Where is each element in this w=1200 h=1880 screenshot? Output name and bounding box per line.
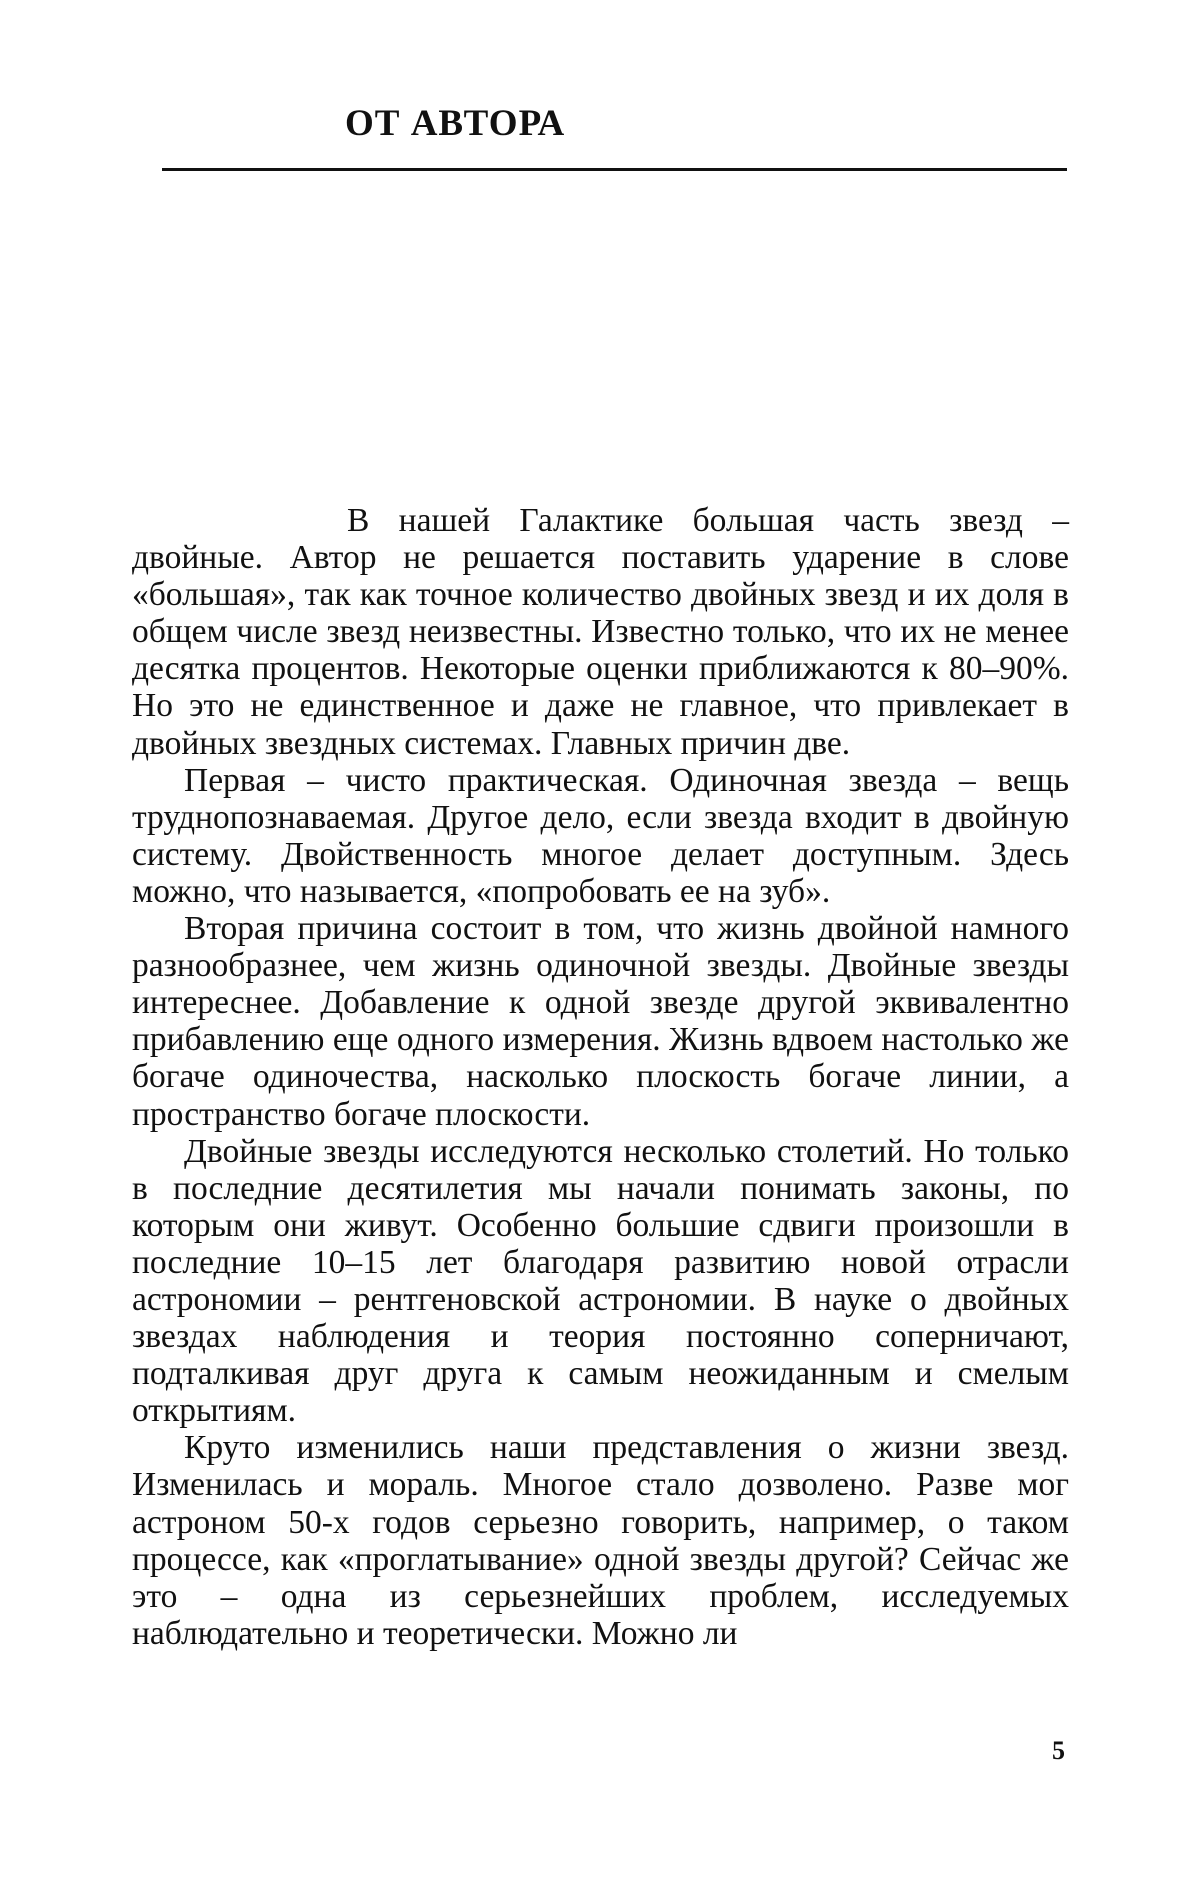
paragraph: Вторая причина состоит в том, что жизнь двойной намного разнообразнее, чем жизнь одиночной звезды. Двойные звезды интереснее. Добавление к одной звезде другой эквивалентно прибавлению еще одного измерения. Жизнь вдвоем настолько же богаче одиночества, насколько плоскость богаче линии, а пространство богаче плоскости. xyxy=(132,910,1069,1133)
paragraph: В нашей Галактике большая часть звезд – двойные. Автор не решается поставить ударение в слове «большая», так как точное количество двойных звезд и их доля в общем числе звезд неизвестны. Известно только, что их не менее десятка процентов. Некоторые оценки приближаются к 80–90%. Но это не единственное и даже не главное, что привлекает в двойных звездных системах. Главных причин две. xyxy=(132,502,1069,762)
title-divider xyxy=(162,168,1067,171)
page-number: 5 xyxy=(1052,1736,1065,1766)
book-page xyxy=(0,0,1200,1880)
paragraph: Круто изменились наши представления о жизни звезд. Изменилась и мораль. Многое стало дозволено. Разве мог астроном 50-х годов серьезно говорить, например, о таком процессе, как «проглатывание» одной звезды другой? Сейчас же это – одна из серьезнейших проблем, исследуемых наблюдательно и теоретически. Можно ли xyxy=(132,1429,1069,1652)
page-title: ОТ АВТОРА xyxy=(345,104,565,145)
body-text xyxy=(132,502,1069,1652)
paragraph: Двойные звезды исследуются несколько столетий. Но только в последние десятилетия мы начали понимать законы, по которым они живут. Особенно большие сдвиги произошли в последние 10–15 лет благодаря развитию новой отрасли астрономии – рентгеновской астрономии. В науке о двойных звездах наблюдения и теория постоянно соперничают, подталкивая друг друга к самым неожиданным и смелым открытиям. xyxy=(132,1133,1069,1430)
paragraph: Первая – чисто практическая. Одиночная звезда – вещь труднопознаваемая. Другое дело, если звезда входит в двойную систему. Двойственность многое делает доступным. Здесь можно, что называется, «попробовать ее на зуб». xyxy=(132,762,1069,910)
